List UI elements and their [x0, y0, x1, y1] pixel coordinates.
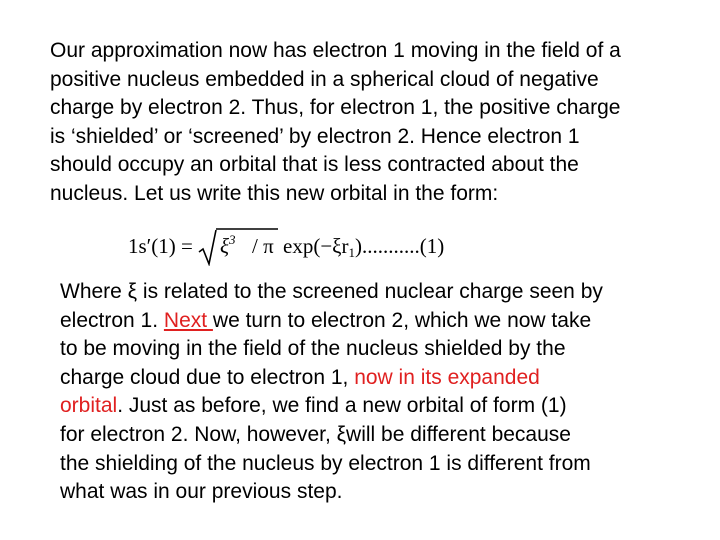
exponent-three: 3	[229, 232, 236, 247]
intro-line: nucleus. Let us write this new orbital in the form:	[50, 181, 499, 205]
body-line: to be moving in the field of the nucleus shielded by the	[60, 337, 566, 361]
exp-term: exp(−ξr	[283, 234, 349, 258]
text-segment: . Just as before, we find a new orbital of form (1)	[117, 394, 567, 418]
equation-xi	[220, 234, 236, 259]
xi-symbol: ξ	[220, 234, 229, 258]
subscript-one: 1	[348, 245, 356, 260]
equation-lhs: 1s′(1) =	[128, 234, 193, 258]
body-line: for electron 2. Now, however, ξwill be different because	[60, 422, 571, 446]
next-highlight: Next	[163, 308, 213, 332]
equation-label: )...........(1)	[355, 234, 445, 258]
intro-line: charge by electron 2. Thus, for electron 1, the positive charge	[50, 96, 621, 120]
intro-line: positive nucleus embedded in a spherical cloud of negative	[50, 67, 599, 91]
body-line: what was in our previous step.	[60, 480, 343, 504]
body-line: Where ξ is related to the screened nuclear charge seen by	[60, 280, 603, 303]
text-segment: charge cloud due to electron 1,	[60, 365, 355, 389]
orbital-highlight: orbital	[60, 394, 118, 418]
square-root-icon	[198, 228, 218, 266]
intro-line: Our approximation now has electron 1 moving in the field of a	[50, 39, 621, 62]
text-segment: we turn to electron 2, which we now take	[212, 308, 592, 332]
equation-exp	[283, 234, 444, 259]
equation-over-pi: / π	[252, 234, 274, 258]
intro-line: should occupy an orbital that is less contracted about the	[50, 153, 579, 177]
intro-line: is ‘shielded’ or ‘screened’ by electron 2. Hence electron 1	[50, 124, 580, 148]
body-line	[60, 307, 710, 336]
expanded-highlight: now in its expanded	[354, 365, 540, 389]
text-segment: electron 1.	[60, 308, 164, 332]
body-line: the shielding of the nucleus by electron 1 is different from	[60, 451, 591, 475]
intro-paragraph	[50, 37, 715, 209]
continuation-paragraph	[60, 278, 710, 507]
radical-bar	[216, 228, 278, 232]
body-line	[60, 364, 710, 393]
body-line	[60, 392, 710, 421]
